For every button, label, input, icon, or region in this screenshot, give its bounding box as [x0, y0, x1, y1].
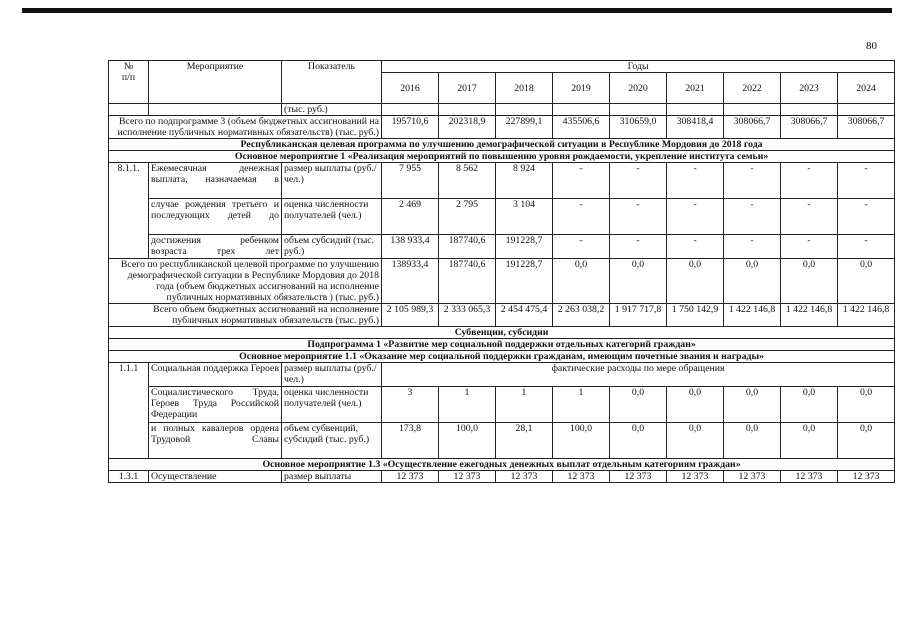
- table-cell: 435506,6: [553, 116, 610, 139]
- indicator-cell: оценка численности получателей (чел.): [282, 199, 382, 235]
- activity-cell: Осуществление: [149, 471, 282, 483]
- table-cell: 100,0: [553, 423, 610, 459]
- section-heading: [109, 351, 895, 363]
- table-cell: 308066,7: [838, 116, 895, 139]
- subprogram1-heading: Подпрограмма 1 «Развитие мер социальной поддержки отдельных категорий граждан»: [109, 339, 895, 351]
- actual-expenses-note: фактические расходы по мере обращения: [382, 363, 895, 387]
- table-cell: 187740,6: [439, 259, 496, 304]
- table-row: [109, 304, 895, 327]
- header-years-label: Годы: [382, 61, 895, 73]
- table-cell: 187740,6: [439, 235, 496, 259]
- table-cell: 3 104: [496, 199, 553, 235]
- main1-heading: Основное мероприятие 1 «Реализация мероприятий по повышению уровня рождаемости, укрепление института семьи»: [109, 151, 895, 163]
- indicator-cell: размер выплаты: [282, 471, 382, 483]
- table-cell: -: [838, 235, 895, 259]
- table-cell: 0,0: [724, 423, 781, 459]
- table-cell: 12 373: [724, 471, 781, 483]
- table-cell: 0,0: [724, 259, 781, 304]
- table-row: [109, 116, 895, 139]
- table-cell: 2 263 038,2: [553, 304, 610, 327]
- table-cell: -: [667, 235, 724, 259]
- table-row: [109, 471, 895, 483]
- indicator-cell: оценка численности получателей (чел.): [282, 387, 382, 423]
- activity-cell: достижения ребенком возраста трех лет: [149, 235, 282, 259]
- year-2019: 2019: [553, 73, 610, 104]
- table-cell: 1: [496, 387, 553, 423]
- table-cell: 12 373: [496, 471, 553, 483]
- table-cell: -: [553, 199, 610, 235]
- subsidies-heading: Субвенции, субсидии: [109, 327, 895, 339]
- activity-cell: Социалистического Труда, Героев Труда Российской Федерации: [149, 387, 282, 423]
- year-2020: 2020: [610, 73, 667, 104]
- table-cell: 1: [439, 387, 496, 423]
- program-total-label: Всего по республиканской целевой программе по улучшению демографической ситуации в Республике Мордовия до 2018 года (объем бюджетных ассигнований на исполнение публичных нормативных обязательств ) (тыс. руб.): [109, 259, 382, 304]
- table-cell: -: [781, 199, 838, 235]
- table-cell: 12 373: [610, 471, 667, 483]
- table-cell: 173,8: [382, 423, 439, 459]
- table-cell: -: [724, 199, 781, 235]
- table-cell: 0,0: [781, 387, 838, 423]
- year-2023: 2023: [781, 73, 838, 104]
- table-cell: 1 917 717,8: [610, 304, 667, 327]
- table-cell: 100,0: [439, 423, 496, 459]
- table-cell: 2 333 065,3: [439, 304, 496, 327]
- header-indicator: Показатель: [282, 61, 382, 104]
- table-cell: 0,0: [610, 423, 667, 459]
- table-cell: 1 422 146,8: [838, 304, 895, 327]
- table-cell: -: [781, 163, 838, 199]
- table-cell: 0,0: [610, 387, 667, 423]
- table-cell: 138933,4: [382, 259, 439, 304]
- table-cell: 2 105 989,3: [382, 304, 439, 327]
- table-cell: 0,0: [667, 259, 724, 304]
- table-cell: 12 373: [667, 471, 724, 483]
- year-2022: 2022: [724, 73, 781, 104]
- table-cell: -: [724, 235, 781, 259]
- table-cell: 310659,0: [610, 116, 667, 139]
- budget-table: [108, 60, 895, 483]
- header-activity: Мероприятие: [149, 61, 282, 104]
- table-cell: 2 469: [382, 199, 439, 235]
- table-cell: 308418,4: [667, 116, 724, 139]
- indicator-cell: объем субвенций, субсидий (тыс. руб.): [282, 423, 382, 459]
- table-cell: -: [610, 163, 667, 199]
- table-cell: 12 373: [439, 471, 496, 483]
- table-cell: 12 373: [781, 471, 838, 483]
- section-heading: [109, 459, 895, 471]
- table-cell: 308066,7: [781, 116, 838, 139]
- table-row: [109, 104, 895, 116]
- table-cell: 12 373: [382, 471, 439, 483]
- table-cell: -: [553, 235, 610, 259]
- table-cell: 1 422 146,8: [781, 304, 838, 327]
- activity-cell: случае рождения третьего и последующих детей до: [149, 199, 282, 235]
- table-row: [109, 423, 895, 459]
- table-row: [109, 235, 895, 259]
- item-number: 1.3.1: [109, 471, 149, 483]
- main13-heading: Основное мероприятие 1.3 «Осуществление ежегодных денежных выплат отдельным категориям граждан»: [109, 459, 895, 471]
- table-cell: 0,0: [838, 259, 895, 304]
- section-heading: [109, 339, 895, 351]
- table-cell: 12 373: [553, 471, 610, 483]
- table-cell: -: [667, 199, 724, 235]
- section-heading: [109, 327, 895, 339]
- table-cell: 2 454 475,4: [496, 304, 553, 327]
- table-cell: 0,0: [781, 423, 838, 459]
- table-cell: 202318,9: [439, 116, 496, 139]
- table-row: [109, 387, 895, 423]
- page-number: 80: [866, 40, 877, 52]
- table-cell: -: [667, 163, 724, 199]
- year-2021: 2021: [667, 73, 724, 104]
- table-cell: -: [610, 199, 667, 235]
- table-row: [109, 163, 895, 199]
- table-cell: 191228,7: [496, 259, 553, 304]
- item-number: 8.1.1.: [109, 163, 149, 259]
- table-cell: 0,0: [724, 387, 781, 423]
- table-cell: 1: [553, 387, 610, 423]
- table-cell: 1 750 142,9: [667, 304, 724, 327]
- table-cell: 0,0: [781, 259, 838, 304]
- table-row: [109, 259, 895, 304]
- grand-total-label: Всего объем бюджетных ассигнований на исполнение публичных нормативных обязательств (тыс. руб.): [109, 304, 382, 327]
- table-cell: 28,1: [496, 423, 553, 459]
- top-rule: [22, 8, 892, 13]
- table-cell: 195710,6: [382, 116, 439, 139]
- table-cell: 2 795: [439, 199, 496, 235]
- year-2024: 2024: [838, 73, 895, 104]
- table-cell: 3: [382, 387, 439, 423]
- indicator-cell: объем субсидий (тыс. руб.): [282, 235, 382, 259]
- table-cell: -: [781, 235, 838, 259]
- item-number: 1.1.1: [109, 363, 149, 459]
- table-cell: 0,0: [667, 387, 724, 423]
- table-row: [109, 199, 895, 235]
- activity-cell: Ежемесячная денежная выплата, назначаемая в: [149, 163, 282, 199]
- table-cell: 227899,1: [496, 116, 553, 139]
- table-cell: 0,0: [610, 259, 667, 304]
- table-cell: -: [553, 163, 610, 199]
- main11-heading: Основное мероприятие 1.1 «Оказание мер социальной поддержки гражданам, имеющим почетные звания и награды»: [109, 351, 895, 363]
- header-row-1: [109, 61, 895, 73]
- table-cell: 138 933,4: [382, 235, 439, 259]
- table-cell: -: [724, 163, 781, 199]
- program-heading: Республиканская целевая программа по улучшению демографической ситуации в Республике Мордовия до 2018 года: [109, 139, 895, 151]
- table-cell: 0,0: [838, 423, 895, 459]
- table-cell: 1 422 146,8: [724, 304, 781, 327]
- year-2018: 2018: [496, 73, 553, 104]
- section-heading: [109, 151, 895, 163]
- activity-cell: Социальная поддержка Героев: [149, 363, 282, 387]
- section-heading: [109, 139, 895, 151]
- year-2017: 2017: [439, 73, 496, 104]
- table-cell: 0,0: [667, 423, 724, 459]
- table-cell: 308066,7: [724, 116, 781, 139]
- table-cell: 191228,7: [496, 235, 553, 259]
- table-cell: -: [838, 163, 895, 199]
- year-2016: 2016: [382, 73, 439, 104]
- table-cell: 12 373: [838, 471, 895, 483]
- sub3-total-label: Всего по подпрограмме 3 (объем бюджетных ассигнований на исполнение публичных нормативных обязательств) (тыс. руб.): [109, 116, 382, 139]
- indicator-cell: размер выплаты (руб./ чел.): [282, 163, 382, 199]
- table-row: [109, 363, 895, 387]
- table-cell: 8 924: [496, 163, 553, 199]
- activity-cell: и полных кавалеров ордена Трудовой Славы: [149, 423, 282, 459]
- table-cell: 7 955: [382, 163, 439, 199]
- table-cell: 8 562: [439, 163, 496, 199]
- indicator-cell: размер выплаты (руб./ чел.): [282, 363, 382, 387]
- table-cell: 0,0: [553, 259, 610, 304]
- table-cell: -: [838, 199, 895, 235]
- unit-cell: (тыс. руб.): [282, 104, 382, 116]
- table-cell: -: [610, 235, 667, 259]
- table-cell: 0,0: [838, 387, 895, 423]
- header-num: № п/п: [109, 61, 149, 104]
